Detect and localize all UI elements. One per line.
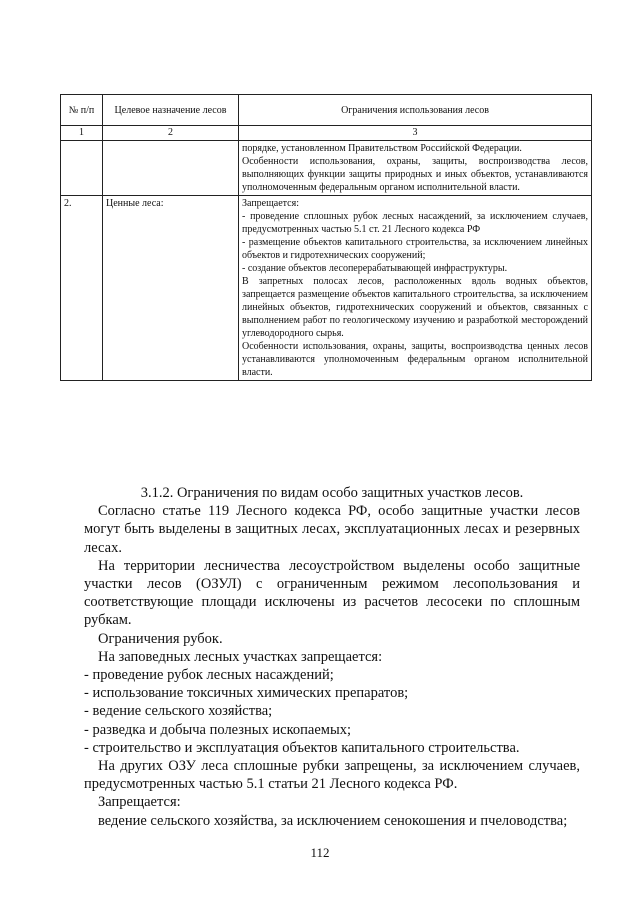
header-purpose: Целевое назначение лесов (103, 95, 239, 126)
restrictions-table (60, 94, 592, 381)
table-row (61, 141, 592, 196)
row1-restrictions (239, 141, 592, 196)
row1-line: порядке, установленном Правительством Российской Федерации. (242, 143, 522, 154)
row2-line: - проведение сплошных рубок лесных насаждений, за исключением случаев, предусмотренных частью 5.1 ст. 21 Лесного кодекса РФ (242, 211, 588, 235)
list-item: - использование токсичных химических препаратов; (84, 685, 409, 702)
table-colnum-row (61, 126, 592, 141)
row2-restrictions (239, 196, 592, 381)
row2-num: 2. (61, 196, 103, 381)
list-item: - ведение сельского хозяйства; (84, 703, 273, 720)
paragraph: Ограничения рубок. (98, 630, 223, 647)
paragraph: На других ОЗУ леса сплошные рубки запрещены, за исключением случаев, предусмотренных частью 5.1 статьи 21 Лесного кодекса РФ. (84, 758, 580, 793)
row2-line: В запретных полосах лесов, расположенных вдоль водных объектов, запрещается размещение объектов капитального строительства, за исключением линейных объектов, гидротехнических сооружений и объектов, связанных с выполнением работ по геологическому изучению и разработкой месторождений углеводородного сырья. (242, 276, 588, 339)
header-restrictions: Ограничения использования лесов (239, 95, 592, 126)
page-number: 112 (310, 845, 330, 860)
row2-line: - создание объектов лесоперерабатывающей инфраструктуры. (242, 263, 508, 274)
colnum-1: 1 (61, 126, 103, 141)
row1-line: Особенности использования, охраны, защиты, воспроизводства лесов, выполняющих функции защиты природных и иных объектов, устанавливаются уполномоченным федеральным органом исполнительной власти. (242, 156, 588, 193)
colnum-2: 2 (103, 126, 239, 141)
row2-name: Ценные леса: (103, 196, 239, 381)
paragraph: На территории лесничества лесоустройством выделены особо защитные участки лесов (ОЗУЛ) с ограниченным режимом лесопользования и соответствующие площади исключены из расчетов лесосеки по сплошным рубкам. (84, 557, 580, 629)
list-item: - разведка и добыча полезных ископаемых; (84, 721, 351, 738)
body-text (84, 484, 580, 830)
row1-name (103, 141, 239, 196)
header-num: № п/п (61, 95, 103, 126)
list-item: - строительство и эксплуатация объектов капитального строительства. (84, 739, 520, 756)
table-row (61, 196, 592, 381)
paragraph: На заповедных лесных участках запрещается: (98, 648, 383, 665)
section-heading: 3.1.2. Ограничения по видам особо защитных участков лесов. (140, 485, 524, 501)
colnum-3: 3 (239, 126, 592, 141)
row2-line: Особенности использования, охраны, защиты, воспроизводства ценных лесов устанавливаются уполномоченным федеральным органом исполнительной власти. (242, 341, 588, 378)
paragraph: ведение сельского хозяйства, за исключением сенокошения и пчеловодства; (98, 812, 568, 829)
row2-line: - размещение объектов капитального строительства, за исключением линейных объектов и гидротехнических сооружений; (242, 237, 588, 261)
paragraph: Запрещается: (98, 794, 181, 811)
table-header-row (61, 95, 592, 126)
list-item: - проведение рубок лесных насаждений; (84, 667, 334, 684)
row1-num (61, 141, 103, 196)
row2-line: Запрещается: (242, 198, 299, 209)
paragraph: Согласно статье 119 Лесного кодекса РФ, особо защитные участки лесов могут быть выделены в защитных лесах, эксплуатационных лесах и резервных лесах. (84, 503, 580, 556)
